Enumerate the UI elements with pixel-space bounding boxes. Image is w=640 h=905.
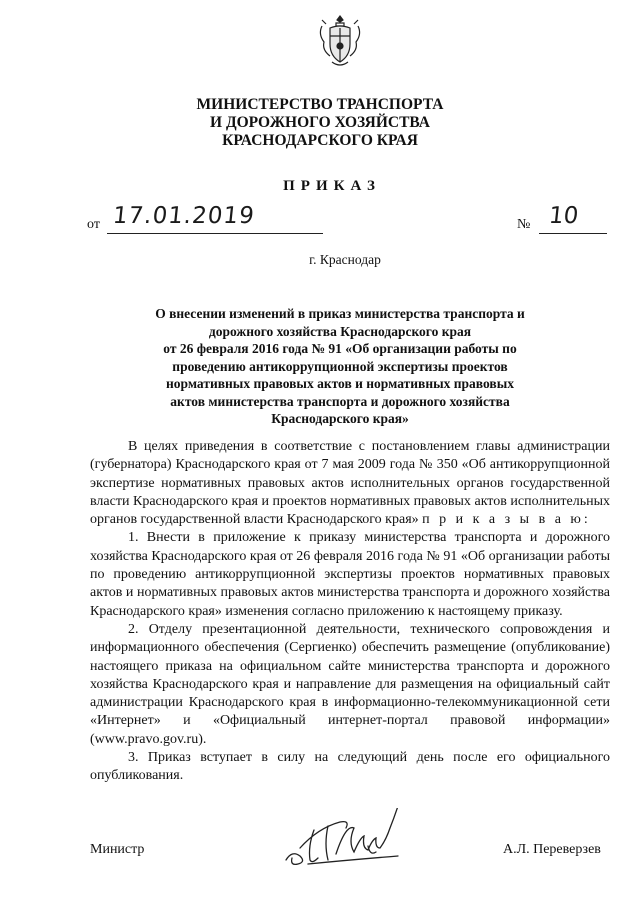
date-underline <box>107 233 323 234</box>
city: г. Краснодар <box>309 252 381 267</box>
ministry-line-1: МИНИСТЕРСТВО ТРАНСПОРТА <box>196 96 444 113</box>
item-1: 1. Внести в приложение к приказу министерства транспорта и дорожного хозяйства Краснодарского края от 26 февраля 2016 года № 91 «Об организации работы по проведению антикоррупционной экспертизы проектов нормативных правовых актов и нормативных правовых актов министерства транспорта и дорожного хозяйства Краснодарского края» изменения согласно приложению к настоящему приказу. <box>90 530 610 619</box>
date-prefix: от <box>87 217 100 232</box>
number-underline <box>539 233 607 234</box>
item-2: 2. Отделу презентационной деятельности, технического сопровождения и информационного обеспечения (Сергиенко) обеспечить размещение (опубликование) настоящего приказа на официальном сайте министерства транспорта и дорожного хозяйства Краснодарского края и направление для размещения на официальный сайт администрации Краснодарского края в информационно-телекоммуникационной сети «Интернет» и «Официальный интернет-портал правовой информации» (www.pravo.gov.ru). <box>90 621 610 747</box>
title-line: Краснодарского края» <box>271 411 409 426</box>
handwritten-signature <box>278 808 428 872</box>
title-line: нормативных правовых актов и нормативных правовых <box>165 376 514 391</box>
document-type: ПРИКАЗ <box>283 178 381 194</box>
intro-paragraph <box>90 438 610 529</box>
ministry-line-3: КРАСНОДАРСКОГО КРАЯ <box>222 132 418 149</box>
title-line: О внесении изменений в приказ министерства транспорта и <box>155 306 525 321</box>
item-3: 3. Приказ вступает в силу на следующий день после его официального опубликования. <box>90 750 610 784</box>
signatory-position: Министр <box>90 842 145 857</box>
title-line: дорожного хозяйства Краснодарского края <box>208 323 472 339</box>
title-line: актов министерства транспорта и дорожного хозяйства <box>170 393 510 409</box>
order-date: 17.01.2019 <box>111 203 257 229</box>
intro-text: В целях приведения в соответствие с постановлением главы администрации (губернатора) Краснодарского края от 7 мая 2009 года № 350 «Об антикоррупционной экспертизе нормативных правовых актов исполнительных органов государственной власти Краснодарского края и проектов нормативных правовых актов исполнительных органов государственной власти Краснодарского края» <box>90 439 610 528</box>
order-title <box>140 305 540 428</box>
coat-of-arms-icon <box>316 14 364 70</box>
order-body <box>90 438 610 786</box>
title-line: от 26 февраля 2016 года № 91 «Об организации работы по <box>163 341 517 356</box>
date-number-row <box>87 205 607 235</box>
ministry-line-2: И ДОРОЖНОГО ХОЗЯЙСТВА <box>210 114 430 131</box>
prikazyvayu: п р и к а з ы в а ю: <box>422 512 591 528</box>
number-label: № <box>517 217 531 232</box>
title-line: проведению антикоррупционной экспертизы проектов <box>172 358 508 374</box>
signatory-name: А.Л. Переверзев <box>503 842 601 857</box>
order-number: 10 <box>547 203 580 229</box>
ministry-name <box>0 96 640 150</box>
